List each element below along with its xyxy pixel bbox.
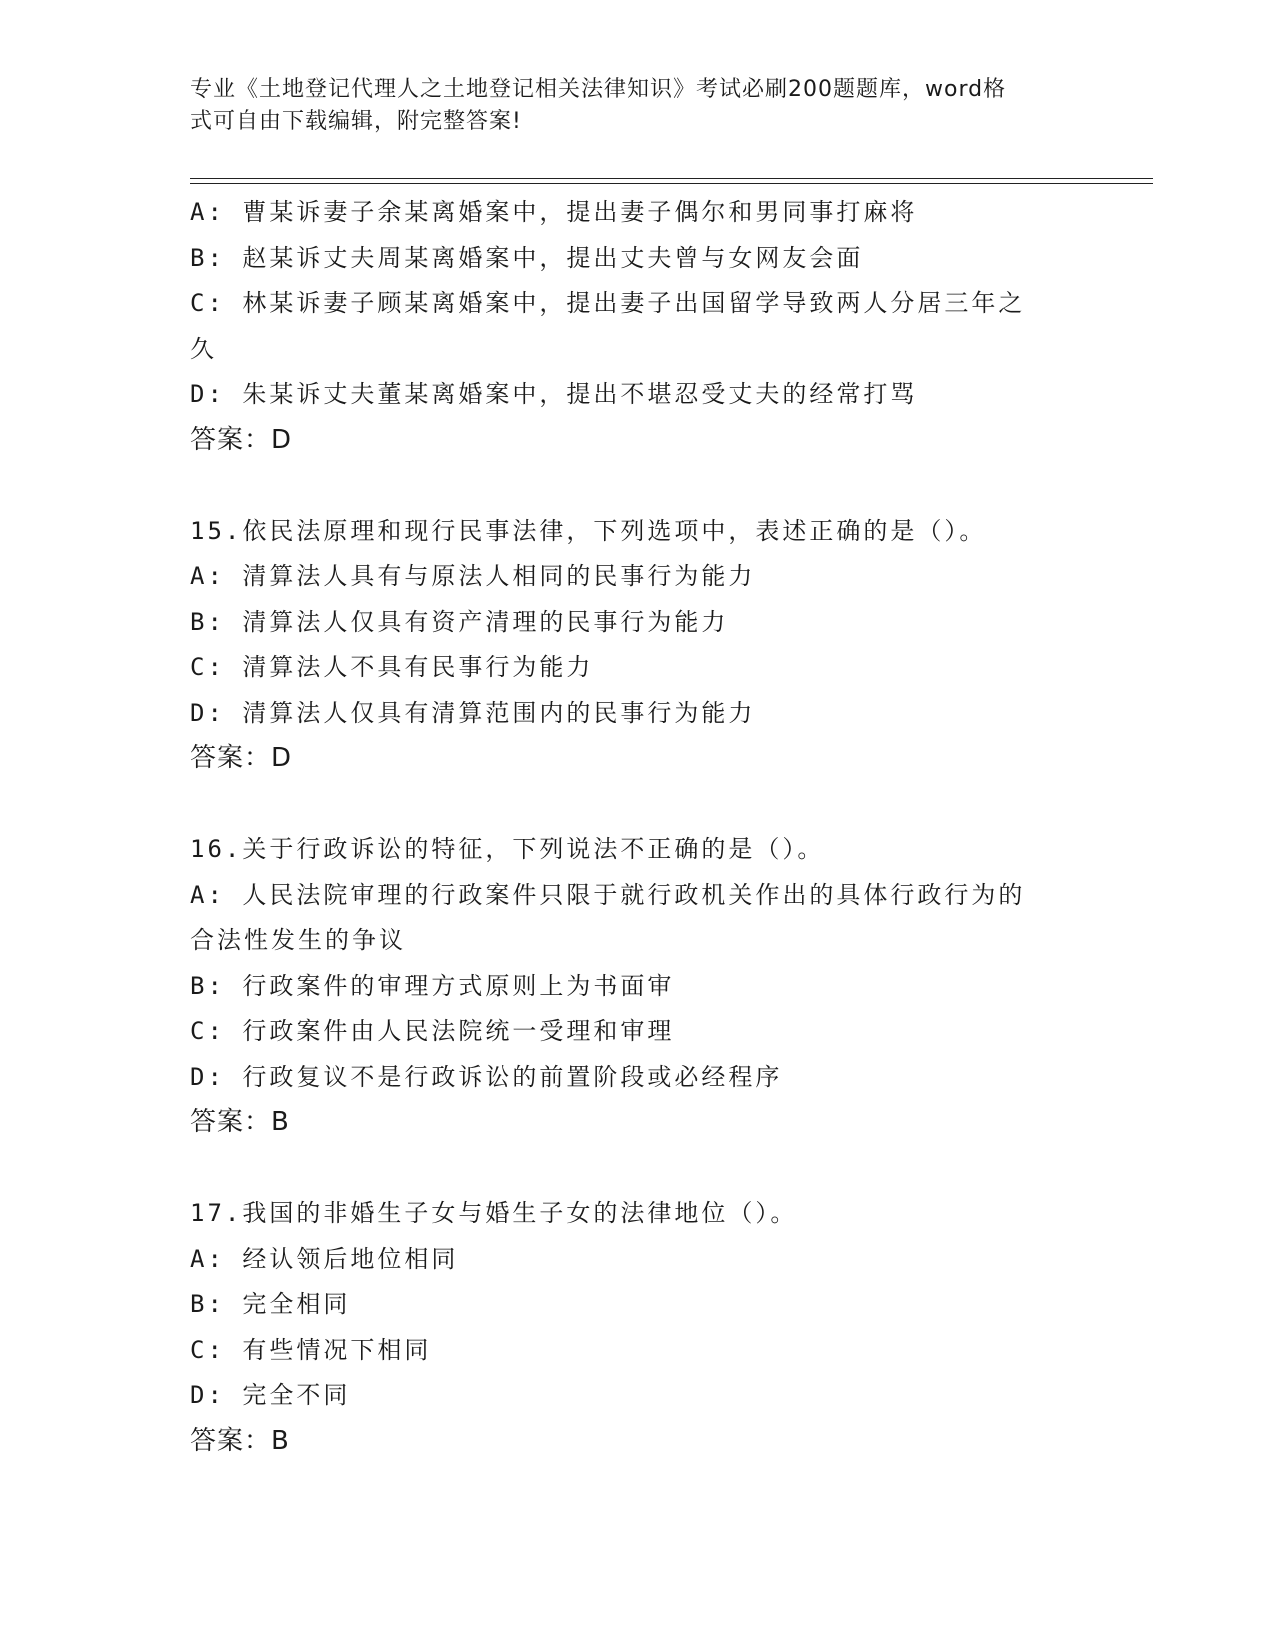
option-c: C: 有些情况下相同 [190,1335,432,1364]
spacer [190,463,1090,509]
question-16 [190,827,1090,1146]
option-c: C: 行政案件由人民法院统一受理和审理 [190,1017,675,1045]
question-text: 15.依民法原理和现行民事法律，下列选项中，表述正确的是（）。 [190,516,987,545]
option-a: A: 经认领后地位相同 [190,1244,459,1273]
option-b: B: 行政案件的审理方式原则上为书面审 [190,971,675,1000]
question-list [190,190,1090,1464]
option-b: B: 完全相同 [190,1290,351,1318]
header-line-2: 式可自由下载编辑，附完整答案! [190,109,522,134]
question-text: 17.我国的非婚生子女与婚生子女的法律地位（）。 [190,1199,798,1227]
option-a-continued: 合法性发生的争议 [190,926,406,954]
answer: 答案：B [190,1107,290,1137]
header-line-1: 专业《土地登记代理人之土地登记相关法律知识》考试必刷200题题库，word格 [190,77,1007,102]
question-text: 16.关于行政诉讼的特征，下列说法不正确的是（）。 [190,835,825,863]
question-17 [190,1191,1090,1464]
option-d: D: 行政复议不是行政诉讼的前置阶段或必经程序 [190,1062,783,1091]
question-14 [190,190,1090,463]
option-c: C: 林某诉妻子顾某离婚案中，提出妻子出国留学导致两人分居三年之 [190,289,1026,317]
option-b: B: 赵某诉丈夫周某离婚案中，提出丈夫曾与女网友会面 [190,243,864,272]
header-rule-bottom [190,183,1153,184]
option-d: D: 朱某诉丈夫董某离婚案中，提出不堪忍受丈夫的经常打骂 [190,380,918,408]
option-a: A: 清算法人具有与原法人相同的民事行为能力 [190,562,756,590]
answer: 答案：B [190,1425,290,1456]
spacer [190,1146,1090,1192]
document-header [190,74,1070,138]
answer: 答案：D [190,743,293,773]
option-a: A: 曹某诉妻子余某离婚案中，提出妻子偶尔和男同事打麻将 [190,198,918,226]
option-b: B: 清算法人仅具有资产清理的民事行为能力 [190,607,729,636]
option-d: D: 清算法人仅具有清算范围内的民事行为能力 [190,698,756,727]
option-c: C: 清算法人不具有民事行为能力 [190,653,594,681]
header-rule-top [190,178,1153,179]
option-c-continued: 久 [190,334,217,363]
option-a: A: 人民法院审理的行政案件只限于就行政机关作出的具体行政行为的 [190,880,1026,909]
option-d: D: 完全不同 [190,1381,351,1409]
answer: 答案：D [190,424,293,455]
question-15 [190,509,1090,782]
spacer [190,782,1090,828]
